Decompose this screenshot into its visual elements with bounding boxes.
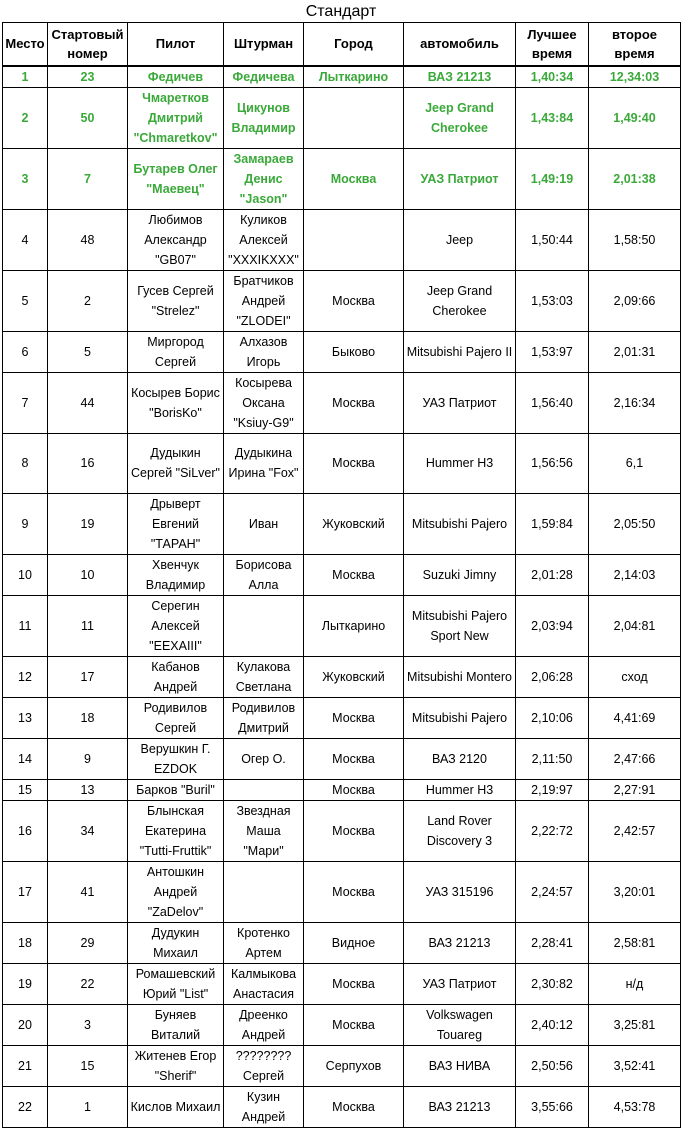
table-row — [3, 87, 681, 148]
car-cell: ВАЗ 21213 — [404, 1086, 516, 1127]
pilot-cell: Хвенчук Владимир — [128, 554, 224, 595]
place-cell: 14 — [3, 738, 48, 779]
pilot-cell: Косырев Борис "BorisKo" — [128, 372, 224, 433]
start-number-cell: 9 — [48, 738, 128, 779]
best-time-cell: 2,22:72 — [516, 800, 589, 861]
city-cell: Москва — [304, 861, 404, 922]
second-time-cell: 2,47:66 — [589, 738, 681, 779]
city-cell: Видное — [304, 922, 404, 963]
table-row — [3, 800, 681, 861]
city-cell: Москва — [304, 697, 404, 738]
place-cell: 6 — [3, 331, 48, 372]
start-number-cell: 29 — [48, 922, 128, 963]
second-time-cell: 2,01:31 — [589, 331, 681, 372]
place-cell: 22 — [3, 1086, 48, 1127]
city-cell: Жуковский — [304, 656, 404, 697]
start-number-cell: 10 — [48, 554, 128, 595]
page-title: Стандарт — [305, 3, 377, 20]
best-time-cell: 1,50:44 — [516, 209, 589, 270]
second-time-cell: сход — [589, 656, 681, 697]
best-time-cell: 2,30:82 — [516, 963, 589, 1004]
start-number-cell: 17 — [48, 656, 128, 697]
pilot-cell: Ромашевский Юрий "List" — [128, 963, 224, 1004]
second-time-cell: 12,34:03 — [589, 66, 681, 88]
city-cell: Москва — [304, 779, 404, 800]
place-cell: 7 — [3, 372, 48, 433]
city-cell: Москва — [304, 800, 404, 861]
table-row — [3, 861, 681, 922]
navigator-cell: Борисова Алла — [224, 554, 304, 595]
table-row — [3, 963, 681, 1004]
place-cell: 15 — [3, 779, 48, 800]
navigator-cell: Братчиков Андрей "ZLODEI" — [224, 270, 304, 331]
table-row — [3, 209, 681, 270]
second-time-cell: 2,58:81 — [589, 922, 681, 963]
header-place: Место — [3, 23, 48, 66]
header-car: автомобиль — [404, 23, 516, 66]
city-cell: Быково — [304, 331, 404, 372]
car-cell: УАЗ Патриот — [404, 372, 516, 433]
car-cell: ВАЗ 21213 — [404, 922, 516, 963]
navigator-cell: Дудыкина Ирина "Fox" — [224, 433, 304, 493]
navigator-cell: Алхазов Игорь — [224, 331, 304, 372]
navigator-cell: ???????? Сергей — [224, 1045, 304, 1086]
start-number-cell: 11 — [48, 595, 128, 656]
place-cell: 2 — [3, 87, 48, 148]
table-row — [3, 331, 681, 372]
pilot-cell: Любимов Александр "GB07" — [128, 209, 224, 270]
start-number-cell: 50 — [48, 87, 128, 148]
pilot-cell: Федичев — [128, 66, 224, 88]
table-row — [3, 738, 681, 779]
header-start-number: Стартовый номер — [48, 23, 128, 66]
navigator-cell — [224, 779, 304, 800]
car-cell: ВАЗ НИВА — [404, 1045, 516, 1086]
pilot-cell: Верушкин Г. EZDOK — [128, 738, 224, 779]
car-cell: Jeep — [404, 209, 516, 270]
results-body — [3, 66, 681, 1128]
start-number-cell: 41 — [48, 861, 128, 922]
table-row — [3, 372, 681, 433]
start-number-cell: 18 — [48, 697, 128, 738]
table-row — [3, 1086, 681, 1127]
navigator-cell: Калмыкова Анастасия — [224, 963, 304, 1004]
car-cell: Suzuki Jimny — [404, 554, 516, 595]
table-row — [3, 433, 681, 493]
best-time-cell: 2,01:28 — [516, 554, 589, 595]
city-cell: Серпухов — [304, 1045, 404, 1086]
best-time-cell: 2,11:50 — [516, 738, 589, 779]
car-cell: Mitsubishi Pajero — [404, 697, 516, 738]
navigator-cell: Кулакова Светлана — [224, 656, 304, 697]
second-time-cell: 2,04:81 — [589, 595, 681, 656]
place-cell: 8 — [3, 433, 48, 493]
header-second-time: второе время — [589, 23, 681, 66]
navigator-cell: Кузин Андрей — [224, 1086, 304, 1127]
table-row — [3, 779, 681, 800]
car-cell: ВАЗ 21213 — [404, 66, 516, 88]
city-cell: Москва — [304, 433, 404, 493]
car-cell: УАЗ 315196 — [404, 861, 516, 922]
header-best-time: Лучшее время — [516, 23, 589, 66]
pilot-cell: Бутарев Олег "Маевец" — [128, 148, 224, 209]
best-time-cell: 2,03:94 — [516, 595, 589, 656]
second-time-cell: 2,09:66 — [589, 270, 681, 331]
car-cell: ВАЗ 2120 — [404, 738, 516, 779]
second-time-cell: 2,14:03 — [589, 554, 681, 595]
second-time-cell: 4,41:69 — [589, 697, 681, 738]
place-cell: 3 — [3, 148, 48, 209]
city-cell: Лыткарино — [304, 595, 404, 656]
pilot-cell: Кислов Михаил — [128, 1086, 224, 1127]
navigator-cell: Родивилов Дмитрий — [224, 697, 304, 738]
place-cell: 13 — [3, 697, 48, 738]
car-cell: Hummer H3 — [404, 779, 516, 800]
best-time-cell: 2,50:56 — [516, 1045, 589, 1086]
start-number-cell: 16 — [48, 433, 128, 493]
best-time-cell: 1,40:34 — [516, 66, 589, 88]
best-time-cell: 1,59:84 — [516, 493, 589, 554]
best-time-cell: 2,06:28 — [516, 656, 589, 697]
navigator-cell: Федичева — [224, 66, 304, 88]
start-number-cell: 23 — [48, 66, 128, 88]
pilot-cell: Дудукин Михаил — [128, 922, 224, 963]
place-cell: 9 — [3, 493, 48, 554]
city-cell: Москва — [304, 148, 404, 209]
place-cell: 16 — [3, 800, 48, 861]
navigator-cell: Куликов Алексей "XXXIKXXX" — [224, 209, 304, 270]
navigator-cell: Звездная Маша "Мари" — [224, 800, 304, 861]
start-number-cell: 34 — [48, 800, 128, 861]
navigator-cell: Иван — [224, 493, 304, 554]
best-time-cell: 2,19:97 — [516, 779, 589, 800]
city-cell: Москва — [304, 963, 404, 1004]
second-time-cell: 3,20:01 — [589, 861, 681, 922]
header-navigator: Штурман — [224, 23, 304, 66]
start-number-cell: 13 — [48, 779, 128, 800]
start-number-cell: 2 — [48, 270, 128, 331]
city-cell: Москва — [304, 738, 404, 779]
city-cell: Москва — [304, 372, 404, 433]
car-cell: Jeep Grand Cherokee — [404, 270, 516, 331]
city-cell: Москва — [304, 270, 404, 331]
car-cell: УАЗ Патриот — [404, 148, 516, 209]
best-time-cell: 1,53:03 — [516, 270, 589, 331]
results-table — [2, 22, 681, 1128]
table-row — [3, 697, 681, 738]
table-row — [3, 595, 681, 656]
start-number-cell: 15 — [48, 1045, 128, 1086]
car-cell: Mitsubishi Montero — [404, 656, 516, 697]
table-row — [3, 1045, 681, 1086]
city-cell: Москва — [304, 1004, 404, 1045]
start-number-cell: 44 — [48, 372, 128, 433]
navigator-cell: Замараев Денис "Jason" — [224, 148, 304, 209]
best-time-cell: 2,40:12 — [516, 1004, 589, 1045]
table-row — [3, 922, 681, 963]
pilot-cell: Чмаретков Дмитрий "Chmaretkov" — [128, 87, 224, 148]
second-time-cell: 6,1 — [589, 433, 681, 493]
second-time-cell: н/д — [589, 963, 681, 1004]
navigator-cell — [224, 595, 304, 656]
place-cell: 10 — [3, 554, 48, 595]
navigator-cell: Дреенко Андрей — [224, 1004, 304, 1045]
place-cell: 4 — [3, 209, 48, 270]
header-city: Город — [304, 23, 404, 66]
start-number-cell: 22 — [48, 963, 128, 1004]
navigator-cell: Огер О. — [224, 738, 304, 779]
second-time-cell: 2,42:57 — [589, 800, 681, 861]
place-cell: 21 — [3, 1045, 48, 1086]
place-cell: 12 — [3, 656, 48, 697]
best-time-cell: 3,55:66 — [516, 1086, 589, 1127]
start-number-cell: 1 — [48, 1086, 128, 1127]
place-cell: 20 — [3, 1004, 48, 1045]
start-number-cell: 7 — [48, 148, 128, 209]
pilot-cell: Родивилов Сергей — [128, 697, 224, 738]
table-row — [3, 1004, 681, 1045]
second-time-cell: 2,05:50 — [589, 493, 681, 554]
pilot-cell: Серегин Алексей "EEXAIII" — [128, 595, 224, 656]
best-time-cell: 1,56:56 — [516, 433, 589, 493]
city-cell: Москва — [304, 1086, 404, 1127]
start-number-cell: 5 — [48, 331, 128, 372]
table-row — [3, 554, 681, 595]
second-time-cell: 3,25:81 — [589, 1004, 681, 1045]
best-time-cell: 1,49:19 — [516, 148, 589, 209]
best-time-cell: 1,56:40 — [516, 372, 589, 433]
second-time-cell: 2,16:34 — [589, 372, 681, 433]
pilot-cell: Барков "Buril" — [128, 779, 224, 800]
start-number-cell: 48 — [48, 209, 128, 270]
car-cell: Mitsubishi Pajero — [404, 493, 516, 554]
place-cell: 18 — [3, 922, 48, 963]
best-time-cell: 1,43:84 — [516, 87, 589, 148]
pilot-cell: Гусев Сергей "Strelez" — [128, 270, 224, 331]
second-time-cell: 2,27:91 — [589, 779, 681, 800]
pilot-cell: Блынская Екатерина "Tutti-Fruttik" — [128, 800, 224, 861]
header-pilot: Пилот — [128, 23, 224, 66]
second-time-cell: 1,58:50 — [589, 209, 681, 270]
city-cell: Лыткарино — [304, 66, 404, 88]
car-cell: УАЗ Патриот — [404, 963, 516, 1004]
table-row — [3, 270, 681, 331]
car-cell: Mitsubishi Pajero II — [404, 331, 516, 372]
navigator-cell: Косырева Оксана "Ksiuy-G9" — [224, 372, 304, 433]
car-cell: Land Rover Discovery 3 — [404, 800, 516, 861]
table-row — [3, 493, 681, 554]
table-row — [3, 148, 681, 209]
pilot-cell: Кабанов Андрей — [128, 656, 224, 697]
table-row — [3, 656, 681, 697]
place-cell: 17 — [3, 861, 48, 922]
place-cell: 1 — [3, 66, 48, 88]
pilot-cell: Буняев Виталий — [128, 1004, 224, 1045]
header-row — [3, 23, 681, 66]
best-time-cell: 2,10:06 — [516, 697, 589, 738]
second-time-cell: 3,52:41 — [589, 1045, 681, 1086]
place-cell: 11 — [3, 595, 48, 656]
place-cell: 19 — [3, 963, 48, 1004]
city-cell — [304, 209, 404, 270]
pilot-cell: Дудыкин Сергей "SiLver" — [128, 433, 224, 493]
start-number-cell: 19 — [48, 493, 128, 554]
pilot-cell: Житенев Егор "Sherif" — [128, 1045, 224, 1086]
pilot-cell: Дрыверт Евгений "ТАРАН" — [128, 493, 224, 554]
place-cell: 5 — [3, 270, 48, 331]
pilot-cell: Миргород Сергей — [128, 331, 224, 372]
car-cell: Mitsubishi Pajero Sport New — [404, 595, 516, 656]
car-cell: Hummer H3 — [404, 433, 516, 493]
car-cell: Volkswagen Touareg — [404, 1004, 516, 1045]
pilot-cell: Антошкин Андрей "ZaDelov" — [128, 861, 224, 922]
navigator-cell — [224, 861, 304, 922]
second-time-cell: 1,49:40 — [589, 87, 681, 148]
city-cell: Москва — [304, 554, 404, 595]
best-time-cell: 2,24:57 — [516, 861, 589, 922]
start-number-cell: 3 — [48, 1004, 128, 1045]
navigator-cell: Кротенко Артем — [224, 922, 304, 963]
table-row — [3, 66, 681, 88]
navigator-cell: Цикунов Владимир — [224, 87, 304, 148]
best-time-cell: 1,53:97 — [516, 331, 589, 372]
car-cell: Jeep Grand Cherokee — [404, 87, 516, 148]
second-time-cell: 4,53:78 — [589, 1086, 681, 1127]
best-time-cell: 2,28:41 — [516, 922, 589, 963]
city-cell: Жуковский — [304, 493, 404, 554]
second-time-cell: 2,01:38 — [589, 148, 681, 209]
city-cell — [304, 87, 404, 148]
